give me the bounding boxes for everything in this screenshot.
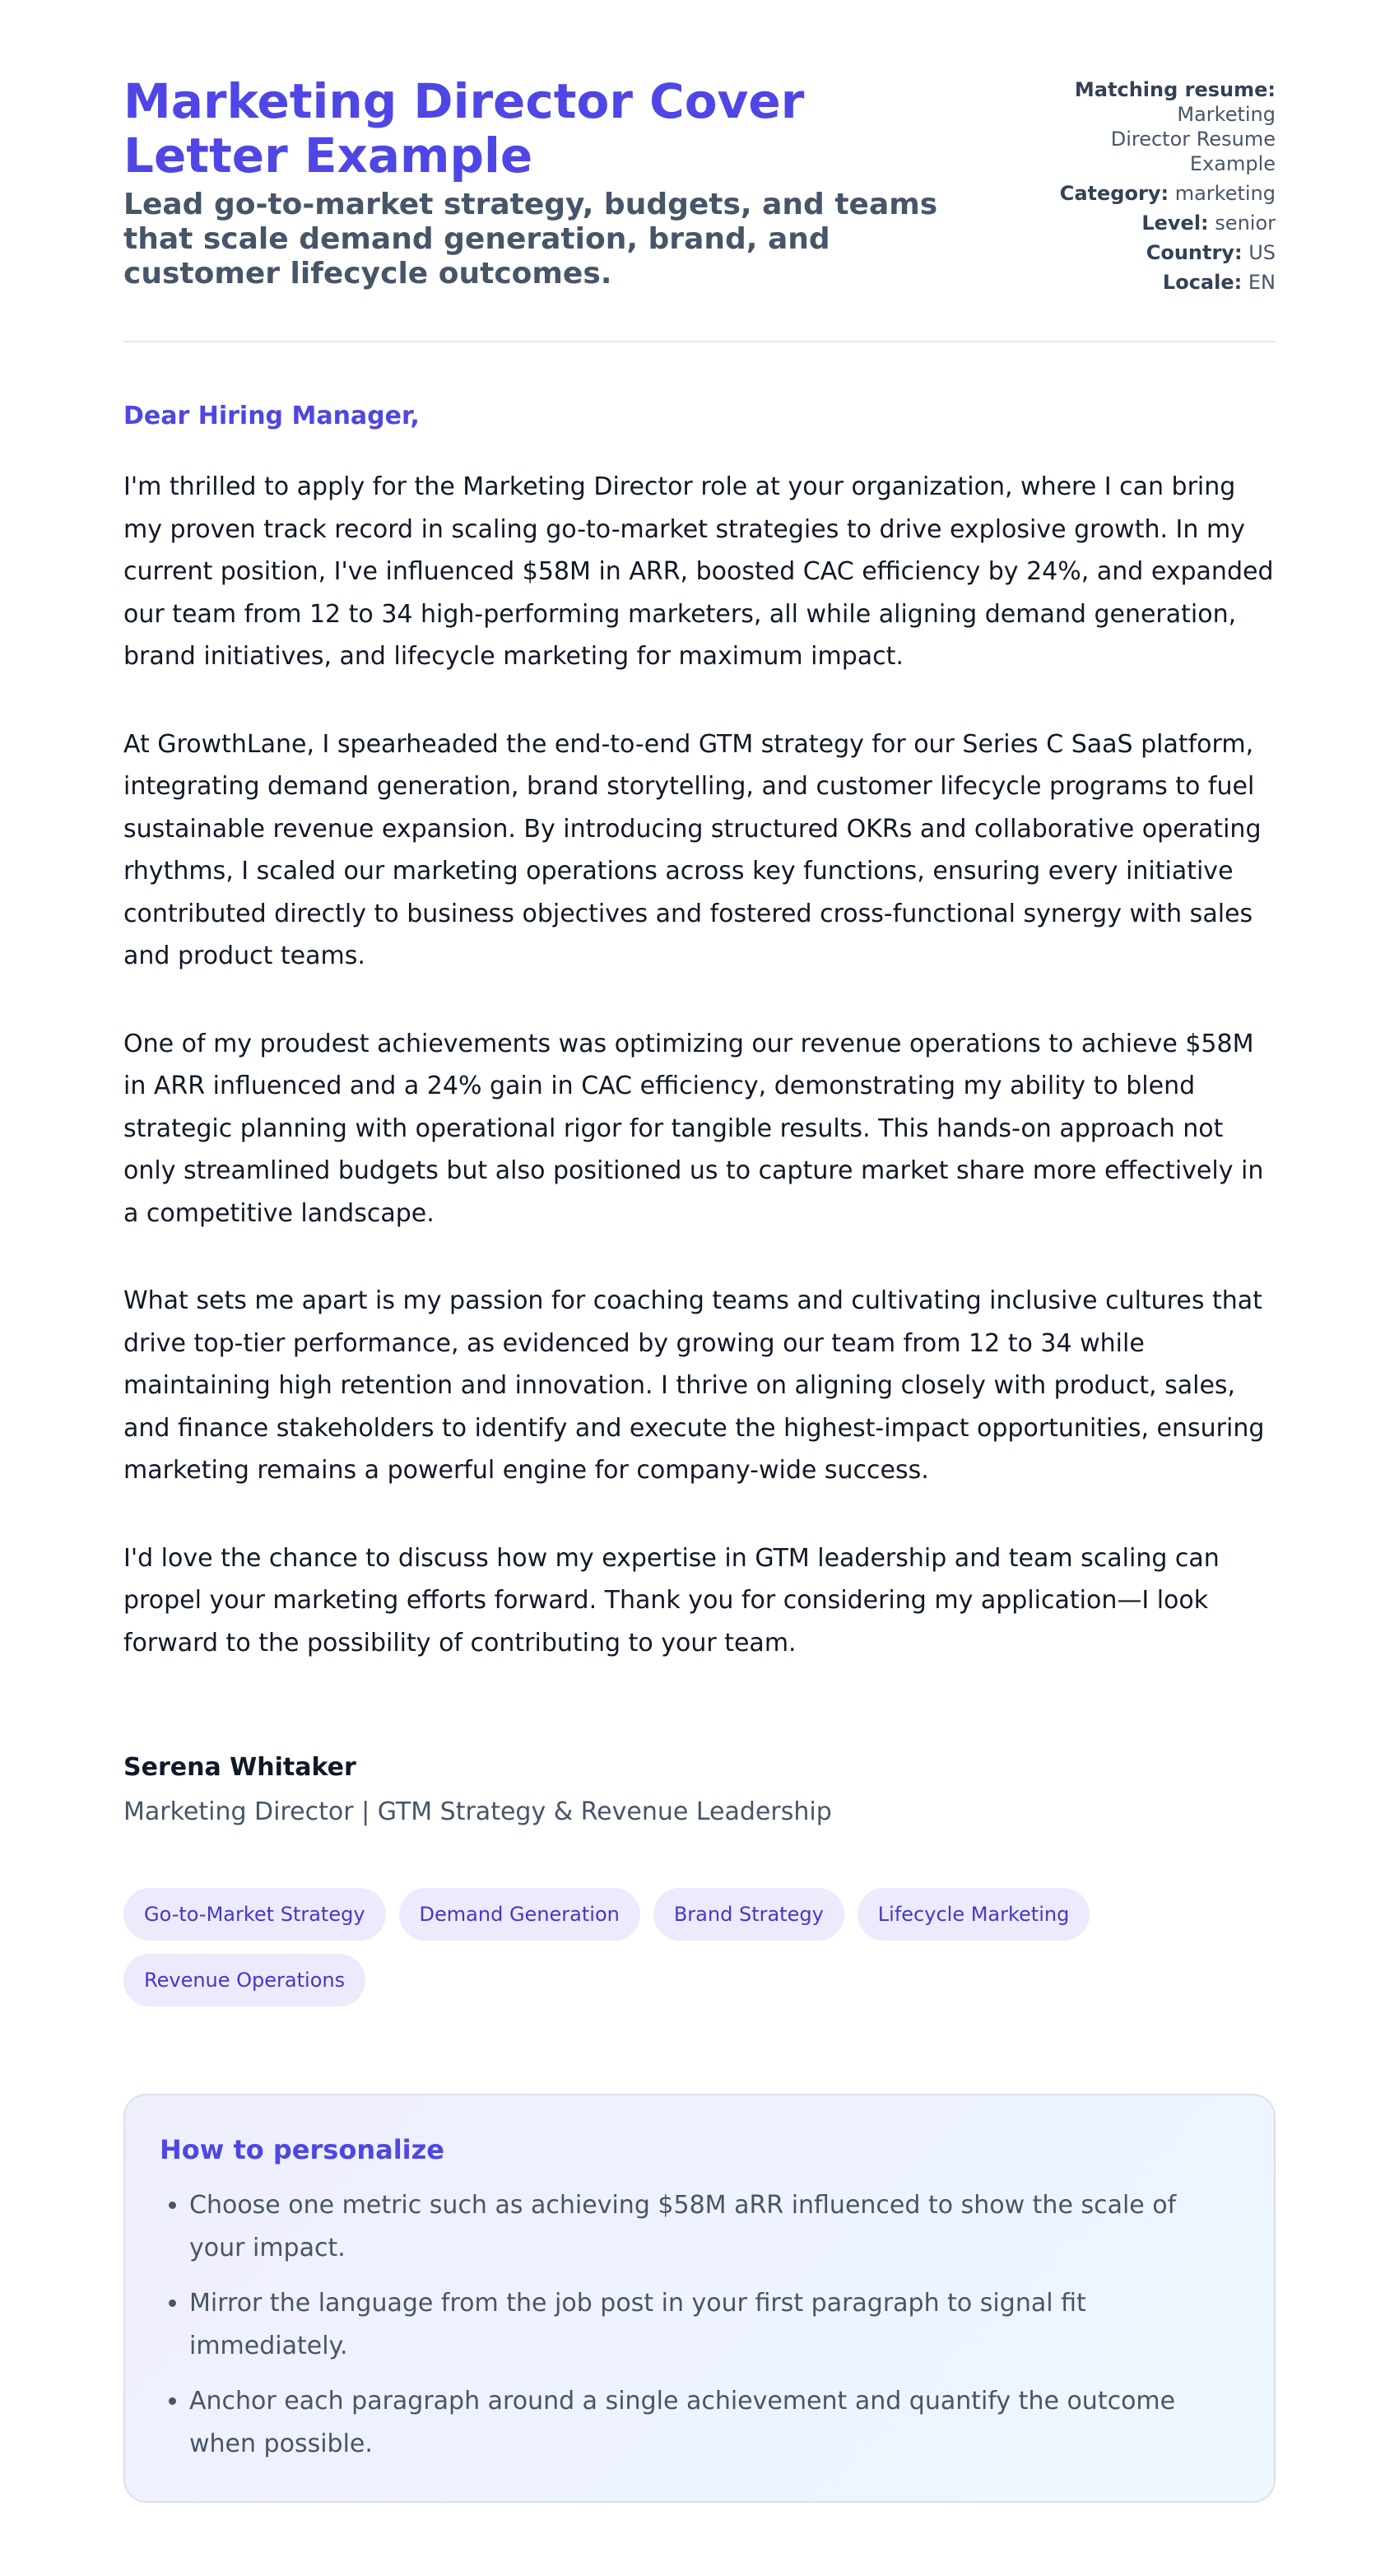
tips-title: How to personalize — [160, 2134, 444, 2165]
header-divider — [123, 341, 1276, 342]
meta-locale — [996, 270, 1276, 295]
skill-tag: Go-to-Market Strategy — [123, 1888, 386, 1941]
letter-paragraph: What sets me apart is my passion for coaching teams and cultivating inclusive cultures that drive top-tier performance, as evidenced by growing our team from 12 to 34 while maintaining high retention and innovation. I thrive on aligning closely with product, sales, and finance stakeholders to identify and execute the highest-impact opportunities, ensuring marketing remains a powerful engine for company-wide success. — [123, 1286, 1265, 1485]
letter-paragraph: I'd love the chance to discuss how my expertise in GTM leadership and team scaling can propel your marketing efforts forward. Thank you for considering my application—I look forward to the possibility of contributing to your team. — [123, 1543, 1220, 1658]
tip-item: • Anchor each paragraph around a single achievement and quantify the outcome when possible. — [189, 2380, 1239, 2465]
skill-tag: Revenue Operations — [123, 1954, 365, 2006]
meta-country-label: Country: — [1146, 241, 1243, 264]
meta-matching-resume — [996, 77, 1276, 176]
meta-category-label: Category: — [1059, 182, 1169, 205]
header-titles — [123, 74, 979, 291]
meta-country — [996, 240, 1276, 265]
meta-matching-resume-value: Marketing Director Resume Example — [1110, 103, 1276, 175]
tips-list — [160, 2184, 1239, 2465]
salutation: Dear Hiring Manager, — [123, 402, 420, 430]
personalize-tips-card — [123, 2094, 1276, 2503]
signature-title: Marketing Director | GTM Strategy & Revenue Leadership — [123, 1797, 832, 1826]
tip-item: • Choose one metric such as achieving $58M aRR influenced to show the scale of your impact. — [189, 2184, 1239, 2269]
page-header — [123, 74, 1276, 300]
cover-letter-page — [123, 0, 1276, 2503]
meta-locale-value: EN — [1248, 271, 1276, 294]
skill-tags — [123, 1888, 1276, 2006]
page-title: Marketing Director Cover Letter Example — [123, 73, 805, 184]
signature-name: Serena Whitaker — [123, 1753, 356, 1782]
skill-tag: Brand Strategy — [653, 1888, 844, 1941]
letter-paragraph: One of my proudest achievements was optimizing our revenue operations to achieve $58M in ARR influenced and a 24% gain in CAC efficiency, demonstrating my ability to blend strategic planning with operational rigor for tangible results. This hands-on approach not only streamlined budgets but also positioned us to capture market share more effectively in a competitive landscape. — [123, 1029, 1264, 1228]
meta-level-label: Level: — [1141, 212, 1209, 235]
meta-matching-resume-label: Matching resume: — [1074, 78, 1276, 101]
letter-body — [123, 400, 1276, 1664]
signature-block — [123, 1751, 1276, 1829]
tip-item: • Mirror the language from the job post in your first paragraph to signal fit immediately. — [189, 2282, 1239, 2367]
skill-tag: Lifecycle Marketing — [858, 1888, 1090, 1941]
letter-paragraph: I'm thrilled to apply for the Marketing Director role at your organization, where I can bring my proven track record in scaling go-to-market strategies to drive explosive growth. In my current position, I've influenced $58M in ARR, boosted CAC efficiency by 24%, and expanded our team from 12 to 34 high-performing marketers, all while aligning demand generation, brand initiatives, and lifecycle marketing for maximum impact. — [123, 472, 1274, 671]
meta-level-value: senior — [1215, 212, 1276, 235]
metadata-panel — [996, 74, 1276, 300]
page-subtitle: Lead go-to-market strategy, budgets, and teams that scale demand generation, brand, and customer lifecycle outcomes. — [123, 188, 938, 291]
letter-paragraph: At GrowthLane, I spearheaded the end-to-end GTM strategy for our Series C SaaS platform, integrating demand generation, brand storytelling, and customer lifecycle programs to fuel sustainable revenue expansion. By introducing structured OKRs and collaborative operating rhythms, I scaled our marketing operations across key functions, ensuring every initiative contributed directly to business objectives and fostered cross-functional synergy with sales and product teams. — [123, 729, 1262, 970]
meta-locale-label: Locale: — [1162, 271, 1243, 294]
meta-country-value: US — [1248, 241, 1276, 264]
meta-category — [996, 181, 1276, 206]
meta-level — [996, 211, 1276, 235]
meta-category-value: marketing — [1174, 182, 1276, 205]
skill-tag: Demand Generation — [399, 1888, 640, 1941]
